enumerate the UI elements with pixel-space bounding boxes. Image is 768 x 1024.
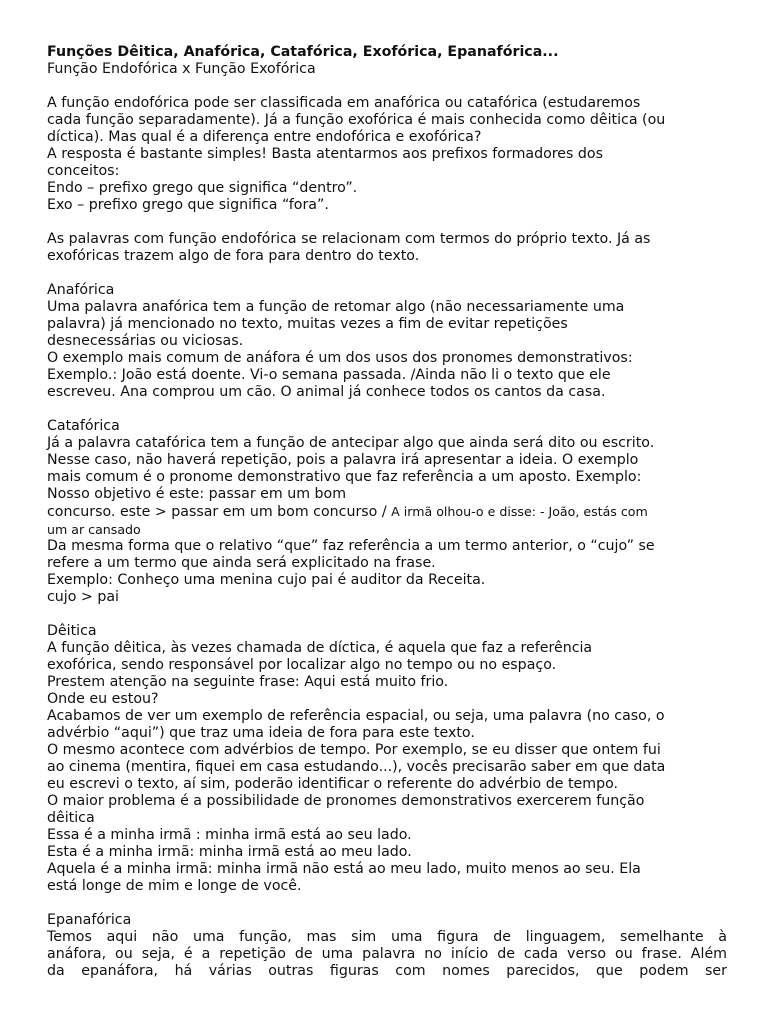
cataforica-line-part: concurso. este > passar em um bom concurso /: [47, 504, 392, 520]
deitica-line: advérbio “aqui”) que traz uma ideia de fora para este texto.: [47, 725, 475, 741]
intro-line: conceitos:: [47, 163, 120, 179]
deitica-line: está longe de mim e longe de você.: [47, 878, 302, 894]
cataforica-line-small: um ar cansado: [47, 522, 141, 537]
intro-line: cada função separadamente). Já a função exofórica é mais conhecida como dêitica (ou: [47, 112, 666, 128]
paragraph-line: As palavras com função endofórica se relacionam com termos do próprio texto. Já as: [47, 231, 651, 247]
document-body: [47, 44, 727, 980]
deitica-line: Onde eu estou?: [47, 691, 159, 707]
epanaforica-line: da epanáfora, há várias outras figuras com nomes parecidos, que podem ser: [47, 963, 727, 979]
anaforica-line: Uma palavra anafórica tem a função de retomar algo (não necessariamente uma: [47, 299, 625, 315]
cataforica-line: Nosso objetivo é este: passar em um bom: [47, 486, 347, 502]
spacer: [47, 214, 727, 231]
cataforica-line: mais comum é o pronome demonstrativo que faz referência a um aposto. Exemplo:: [47, 469, 642, 485]
anaforica-line: Exemplo.: João está doente. Vi-o semana passada. /Ainda não li o texto que ele: [47, 367, 611, 383]
document-subtitle: Função Endofórica x Função Exofórica: [47, 61, 316, 77]
anaforica-line: palavra) já mencionado no texto, muitas vezes a fim de evitar repetições: [47, 316, 568, 332]
anaforica-line: escreveu. Ana comprou um cão. O animal já conhece todos os cantos da casa.: [47, 384, 606, 400]
section-heading-deitica: Dêitica: [47, 623, 97, 639]
spacer: [47, 78, 727, 95]
spacer: [47, 606, 727, 623]
deitica-line: Essa é a minha irmã : minha irmã está ao seu lado.: [47, 827, 412, 843]
cataforica-mixed-line: [47, 503, 727, 521]
intro-line: A função endofórica pode ser classificada em anafórica ou catafórica (estudaremos: [47, 95, 641, 111]
paragraph-line: exofóricas trazem algo de fora para dentro do texto.: [47, 248, 420, 264]
deitica-line: Prestem atenção na seguinte frase: Aqui está muito frio.: [47, 674, 449, 690]
intro-line: Exo – prefixo grego que significa “fora”.: [47, 197, 329, 213]
spacer: [47, 895, 727, 912]
section-heading-epanaforica: Epanafórica: [47, 912, 132, 928]
deitica-line: ao cinema (mentira, fiquei em casa estudando...), vocês precisarão saber em que data: [47, 759, 666, 775]
cataforica-line: Da mesma forma que o relativo “que” faz referência a um termo anterior, o “cujo” se: [47, 538, 655, 554]
deitica-line: Esta é a minha irmã: minha irmã está ao meu lado.: [47, 844, 412, 860]
section-heading-cataforica: Catafórica: [47, 418, 120, 434]
cataforica-line: cujo > pai: [47, 589, 119, 605]
section-heading-anaforica: Anafórica: [47, 282, 115, 298]
deitica-line: eu escrevi o texto, aí sim, poderão identificar o referente do advérbio de tempo.: [47, 776, 619, 792]
deitica-line: dêitica: [47, 810, 95, 826]
cataforica-line: Exemplo: Conheço uma menina cujo pai é auditor da Receita.: [47, 572, 486, 588]
document-title: Funções Dêitica, Anafórica, Catafórica, Exofórica, Epanafórica...: [47, 44, 559, 60]
cataforica-line: Já a palavra catafórica tem a função de antecipar algo que ainda será dito ou escrito.: [47, 435, 655, 451]
anaforica-line: O exemplo mais comum de anáfora é um dos usos dos pronomes demonstrativos:: [47, 350, 633, 366]
spacer: [47, 401, 727, 418]
anaforica-line: desnecessárias ou viciosas.: [47, 333, 244, 349]
intro-line: díctica). Mas qual é a diferença entre endofórica e exofórica?: [47, 129, 482, 145]
cataforica-line-part-small: A irmã olhou-o e disse: - João, estás com: [391, 504, 648, 519]
spacer: [47, 265, 727, 282]
deitica-line: Acabamos de ver um exemplo de referência espacial, ou seja, uma palavra (no caso, o: [47, 708, 665, 724]
cataforica-line: Nesse caso, não haverá repetição, pois a palavra irá apresentar a ideia. O exemplo: [47, 452, 639, 468]
epanaforica-line: Temos aqui não uma função, mas sim uma figura de linguagem, semelhante à: [47, 929, 727, 945]
deitica-line: A função dêitica, às vezes chamada de díctica, é aquela que faz a referência: [47, 640, 593, 656]
deitica-line: O maior problema é a possibilidade de pronomes demonstrativos exercerem função: [47, 793, 645, 809]
intro-line: A resposta é bastante simples! Basta atentarmos aos prefixos formadores dos: [47, 146, 603, 162]
epanaforica-line: anáfora, ou seja, é a repetição de uma palavra no início de cada verso ou frase. Além: [47, 946, 727, 962]
deitica-line: exofórica, sendo responsável por localizar algo no tempo ou no espaço.: [47, 657, 557, 673]
deitica-line: O mesmo acontece com advérbios de tempo. Por exemplo, se eu disser que ontem fui: [47, 742, 661, 758]
intro-line: Endo – prefixo grego que significa “dentro”.: [47, 180, 358, 196]
cataforica-line: refere a um termo que ainda será explicitado na frase.: [47, 555, 436, 571]
deitica-line: Aquela é a minha irmã: minha irmã não está ao meu lado, muito menos ao seu. Ela: [47, 861, 641, 877]
